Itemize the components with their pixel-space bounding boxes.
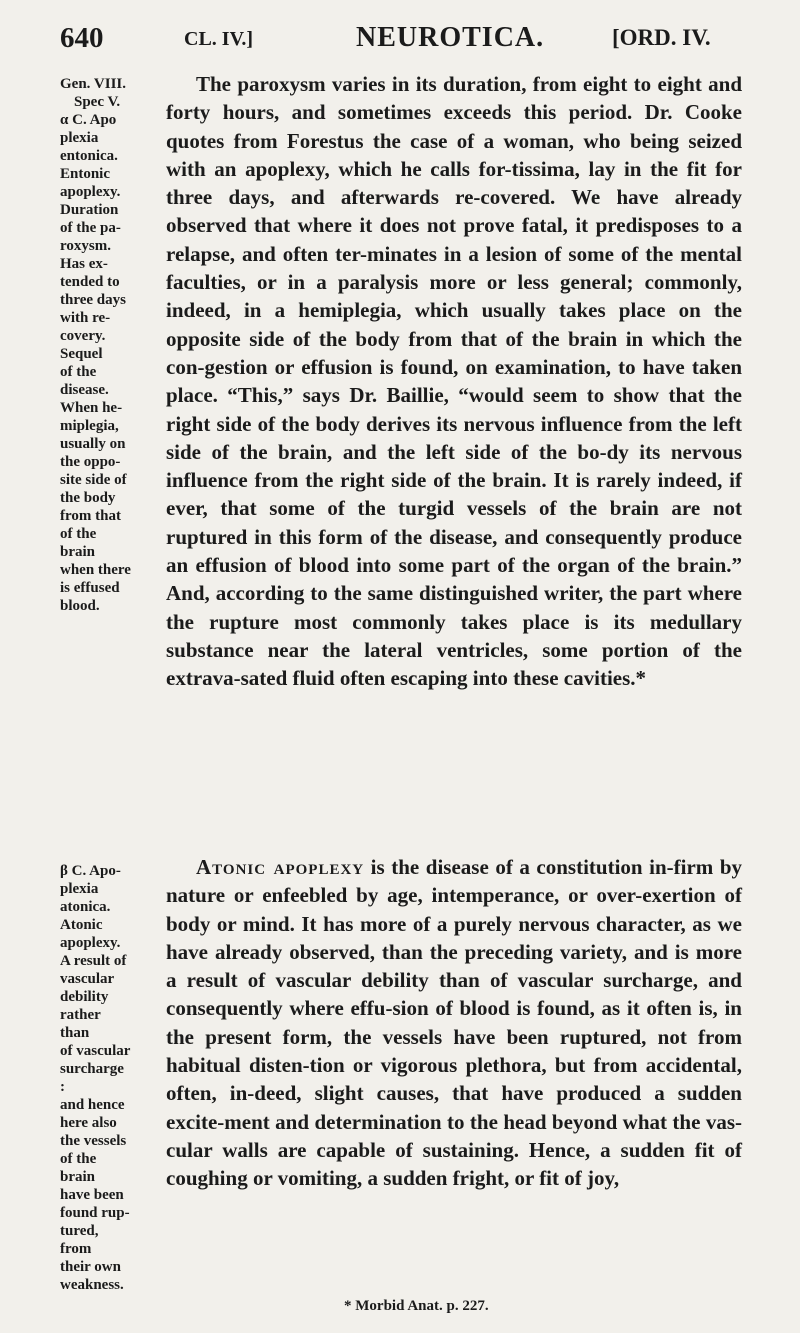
margin-note: Duration (60, 202, 119, 218)
margin-note: of the brain (60, 526, 97, 560)
margin-note: Entonic (60, 166, 111, 182)
paragraph-atonic-text: is the disease of a constitution in-firm by nature or enfeebled by age, intemperance, or over-exertion of body or mind. It has more of a purely nervous character, as we have already observed, than the preceding variety, and is more a result of vascular debility than of vascular surcharge, and consequently where effu-sion of blood is found, as it often is, in the present form, the vessels have been ruptured, not from habitual disten-tion or vigorous plethora, but from accidental, often, in-deed, slight causes, that have produced a sudden excite-ment and determination to the head beyond what the vas-cular walls are capable of sustaining. Hence, a sudden fit of coughing or vomiting, a sudden fright, or fit of joy, (166, 855, 742, 1191)
footnote: * Morbid Anat. p. 227. (344, 1298, 489, 1314)
margin-note: of the (60, 364, 97, 380)
margin-note: debility (60, 989, 109, 1005)
margin-note: usually on (60, 436, 126, 452)
margin-note: β C. Apo- (60, 863, 121, 879)
margin-note: apoplexy. (60, 184, 121, 200)
margin-note: Spec V. (74, 94, 121, 110)
margin-note: Gen. VIII. (60, 76, 126, 92)
section-lead: Atonic apoplexy (196, 855, 365, 879)
margin-note: entonica. (60, 148, 118, 164)
margin-note: their own (60, 1259, 121, 1275)
margin-note: miplegia, (60, 418, 119, 434)
margin-note: site side of (60, 472, 127, 488)
margin-note: the oppo- (60, 454, 121, 470)
margin-note: found rup- (60, 1205, 130, 1221)
margin-note: when there (60, 562, 131, 578)
margin-note: blood. (60, 598, 100, 614)
paragraph-atonic (166, 853, 742, 1193)
margin-note: three days (60, 292, 126, 308)
margin-notes-bottom (60, 862, 132, 1294)
margin-note: surcharge : (60, 1061, 124, 1095)
margin-note: plexia (60, 881, 99, 897)
margin-note: A result of (60, 953, 127, 969)
margin-note: apoplexy. (60, 935, 121, 951)
order-marker: [ORD. IV. (612, 25, 711, 50)
margin-note: α C. Apo (60, 112, 117, 128)
margin-note: the body (60, 490, 116, 506)
margin-note: the vessels (60, 1133, 127, 1149)
margin-note: covery. (60, 328, 106, 344)
margin-note: here also (60, 1115, 117, 1131)
margin-note: Sequel (60, 346, 103, 362)
chapter-marker: CL. IV.] (184, 28, 254, 50)
margin-note: of the pa- (60, 220, 121, 236)
main-text-2 (166, 853, 742, 1193)
margin-notes-top (60, 75, 132, 615)
margin-note: When he- (60, 400, 123, 416)
margin-note: with re- (60, 310, 111, 326)
margin-note: plexia (60, 130, 99, 146)
margin-note: Has ex- (60, 256, 108, 272)
margin-note: from that (60, 508, 121, 524)
margin-note: rather than (60, 1007, 101, 1041)
margin-note: have been (60, 1187, 124, 1203)
margin-note: tured, from (60, 1223, 99, 1257)
page-number: 640 (60, 22, 104, 54)
margin-note: weakness. (60, 1277, 124, 1293)
margin-note: Atonic (60, 917, 103, 933)
margin-note: of vascular (60, 1043, 131, 1059)
margin-note: of the brain (60, 1151, 97, 1185)
margin-note: is effused (60, 580, 120, 596)
paragraph-duration: The paroxysm varies in its duration, from eight to eight and forty hours, and sometimes exceeds this period. Dr. Cooke quotes from Forestus the case of a woman, who being seized with an apoplexy, which he calls for-tissima, lay in the fit for three days, and afterwards re-covered. We have already observed that where it does not prove fatal, it predisposes to a relapse, and often ter-minates in a lesion of some of the mental faculties, or in a paralysis more or less general; commonly, indeed, in a hemiplegia, which usually takes place on the opposite side of the body from that of the brain in which the con-gestion or effusion is found, on examination, to have taken place. “This,” says Dr. Baillie, “would seem to show that the right side of the body derives its nervous influence from the left side of the brain, and the left side of the bo-dy its nervous influence from the right side of the brain. It is rarely indeed, if ever, that some of the turgid vessels of the brain are not ruptured in this form of the disease, and consequently produce an effusion of blood into some part of the organ of the brain.” And, according to the same distinguished writer, the part where the rupture most commonly takes place is its medullary substance near the lateral ventricles, some portion of the extrava-sated fluid often escaping into these cavities.* (166, 72, 742, 691)
margin-note: vascular (60, 971, 115, 987)
running-header (60, 22, 750, 62)
margin-note: roxysm. (60, 238, 111, 254)
margin-note: tended to (60, 274, 120, 290)
margin-note: disease. (60, 382, 109, 398)
main-text-1 (166, 70, 742, 693)
running-title: NEUROTICA. (356, 22, 545, 53)
margin-note: and hence (60, 1097, 125, 1113)
margin-note: atonica. (60, 899, 111, 915)
